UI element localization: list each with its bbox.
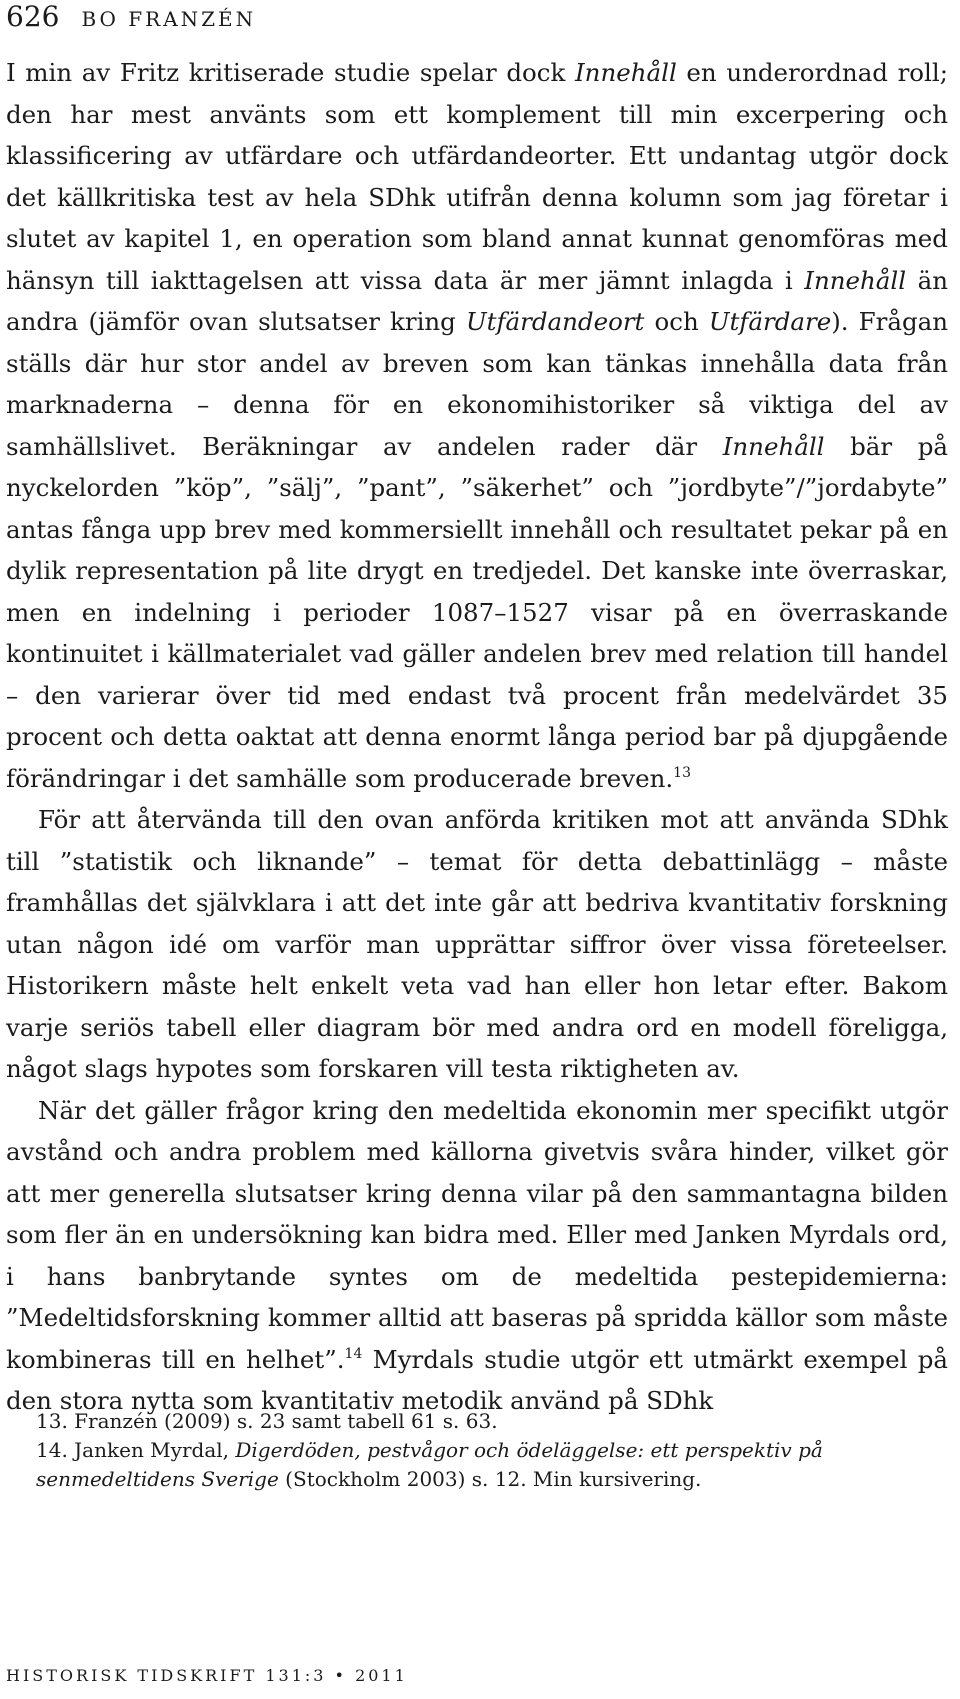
paragraph [6,1090,948,1422]
text-run: För att återvända till den ovan anförda kritiken mot att använda SDhk till ”statistik och liknande” – temat för detta debattinlägg – måste framhållas det självklara i att det inte går att bedriva kvantitativ forskning utan någon idé om varför man upprättar siffror över vissa företeelser. Historikern måste helt enkelt veta vad han eller hon letar efter. Bakom varje seriös tabell eller diagram bör med andra ord en modell föreligga, något slags hypotes som forskaren vill testa riktigheten av. [6,805,948,1083]
paragraph [6,799,948,1090]
footnote-ref: 14 [344,1345,363,1362]
text-run: 14. Janken Myrdal, [36,1438,236,1462]
italic-text: Innehåll [722,431,825,461]
footnote-ref: 13 [673,764,691,781]
italic-text: Utfärdare [708,307,832,336]
page-header [6,0,256,40]
text-run: Myrdals studie utgör ett utmärkt exempel på den stora nytta som kvantitativ metodik använd på SDhk [6,1344,949,1415]
text-run: ). Frågan ställs där hur stor andel av breven som kan tänkas innehålla data från marknaderna – denna för en ekonomihistoriker så viktiga del av samhällslivet. Beräkningar av andelen rader där [6,307,949,461]
document-page [6,0,948,1699]
italic-text: Innehåll [575,58,677,87]
text-run: När det gäller frågor kring den medeltida ekonomin mer specifikt utgör avstånd och andra problem med källorna givetvis svåra hinder, vilket gör att mer generella slutsatser kring denna vilar på den sammantagna bilden som fler än en undersökning kan bidra med. Eller med Janken Myrdals ord, i hans banbrytande syntes om de medeltida pestepidemierna: ”Medeltidsforskning kommer alltid att baseras på spridda källor som måste kombineras till en helhet”. [6,1095,948,1374]
text-run: I min av Fritz kritiserade studie spelar dock [6,58,575,87]
text-run: bär på nyckelorden ”köp”, ”sälj”, ”pant”, ”säkerhet” och ”jordbyte”/”jordabyte” antas fånga upp brev med kommersiellt innehåll och resultatet pekar på en dylik representation på lite drygt en tredjedel. Det kanske inte överraskar, men en indelning i perioder 1087–1527 visar på en överraskande kontinuitet i källmaterialet vad gäller andelen brev med relation till handel – den varierar över tid med endast två procent från medelvärdet 35 procent och detta oaktat att denna enormt långa period bar på djupgående förändringar i det samhälle som producerade breven. [6,431,948,793]
body-text [6,52,948,1422]
running-head: BO FRANZÉN [81,7,257,31]
text-run: en underordnad roll; den har mest använts som ett komplement till min excerpering och klassificering av utfärdare och utfärdandeorter. Ett undantag utgör dock det källkritiska test av hela SDhk utifrån denna kolumn som jag företar i slutet av kapitel 1, en operation som bland annat kunnat genomföras med hänsyn till iakttagelsen att vissa data är mer jämnt inlagda i [6,58,948,295]
italic-text: Innehåll [804,265,907,295]
footnotes [6,1407,948,1494]
text-run: (Stockholm 2003) s. 12. Min kursivering. [278,1467,702,1491]
footnote [6,1407,948,1436]
paragraph [6,52,948,799]
text-run: än andra (jämför ovan slutsatser kring [6,265,948,336]
page-footer: HISTORISK TIDSKRIFT 131:3 • 2011 [6,1666,408,1685]
italic-text: Utfärdandeort [465,307,645,336]
page-number: 626 [6,0,60,33]
text-run: och [644,307,709,336]
footnote [6,1436,948,1494]
italic-text: Digerdöden, pestvågor och ödeläggelse: ett perspektiv på senmedeltidens Sverige [36,1438,823,1491]
text-run: 13. Franzén (2009) s. 23 samt tabell 61 s. 63. [36,1409,498,1433]
